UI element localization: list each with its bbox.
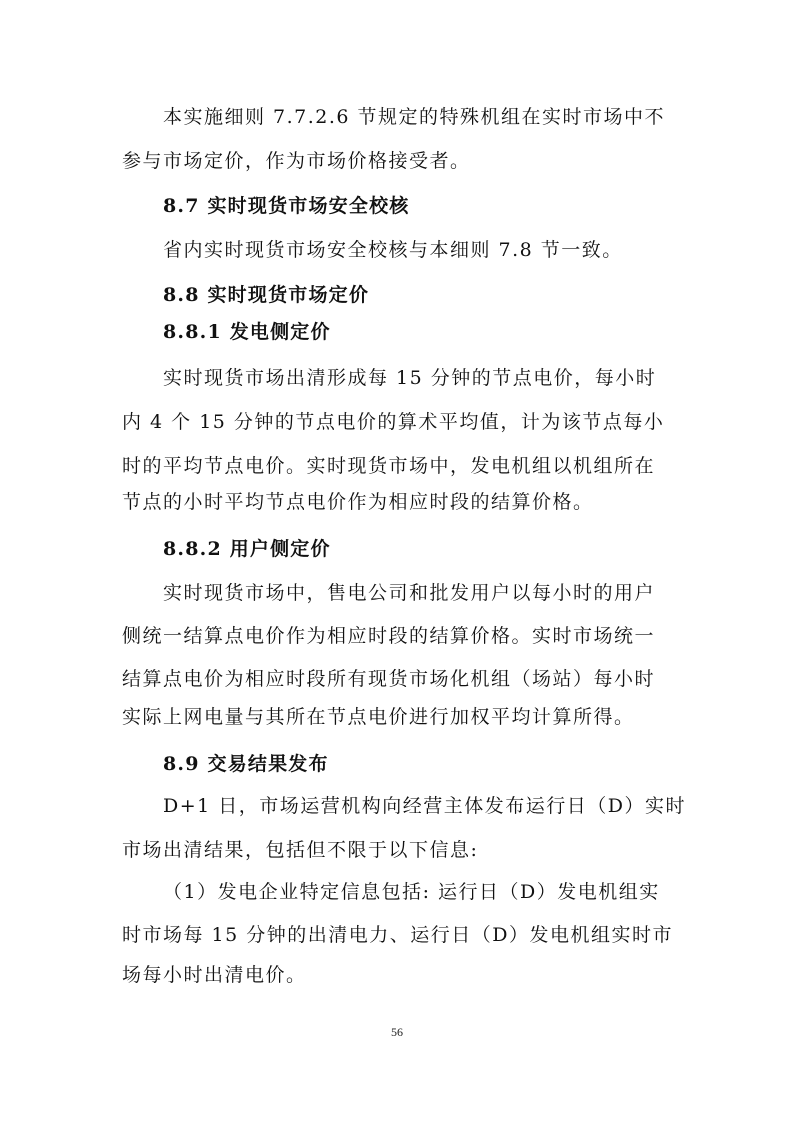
paragraph-line: 实际上网电量与其所在节点电价进行加权平均计算所得。 [122,706,635,728]
paragraph-line: 侧统一结算点电价作为相应时段的结算价格。实时市场统一 [122,625,656,647]
subsection-heading: 8.8.1 发电侧定价 [163,321,331,343]
paragraph-line: 实时现货市场中，售电公司和批发用户以每小时的用户 [163,582,656,604]
paragraph-line: 市场出清结果，包括但不限于以下信息: [122,839,479,861]
paragraph-line: 场每小时出清电价。 [122,964,307,986]
paragraph-line: 省内实时现货市场安全校核与本细则 7.8 节一致。 [163,239,623,261]
paragraph-line: 时的平均节点电价。实时现货市场中，发电机组以机组所在 [122,455,656,477]
subsection-heading: 8.8.2 用户侧定价 [163,538,331,560]
paragraph-line: D+1 日，市场运营机构向经营主体发布运行日（D）实时 [163,795,687,817]
section-heading: 8.8 实时现货市场定价 [163,284,370,306]
paragraph-line: 节点的小时平均节点电价作为相应时段的结算价格。 [122,491,594,513]
paragraph-line: 参与市场定价，作为市场价格接受者。 [122,150,471,172]
paragraph-line: 时市场每 15 分钟的出清电力、运行日（D）发电机组实时市 [122,924,673,946]
paragraph-line: 实时现货市场出清形成每 15 分钟的节点电价，每小时 [163,367,657,389]
section-heading: 8.9 交易结果发布 [163,753,329,775]
paragraph-line: （1）发电企业特定信息包括: 运行日（D）发电机组实 [163,881,660,903]
page-number: 56 [391,1025,403,1039]
paragraph-line: 本实施细则 7.7.2.6 节规定的特殊机组在实时市场中不 [163,106,666,128]
paragraph-line: 内 4 个 15 分钟的节点电价的算术平均值，计为该节点每小 [122,411,665,433]
paragraph-line: 结算点电价为相应时段所有现货市场化机组（场站）每小时 [122,668,656,690]
section-heading: 8.7 实时现货市场安全校核 [163,195,410,217]
